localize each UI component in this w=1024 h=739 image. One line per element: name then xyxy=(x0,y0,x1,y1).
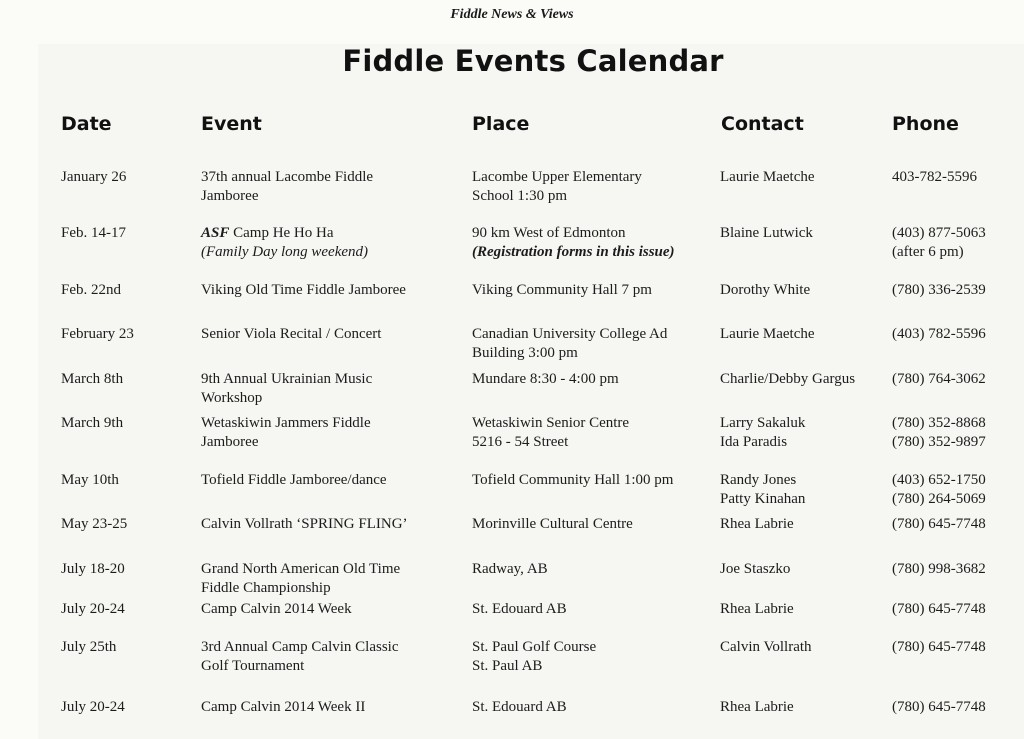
event-place-line: Wetaskiwin Senior Centre xyxy=(472,415,630,431)
event-phone xyxy=(892,168,1012,187)
event-name-line: Golf Tournament xyxy=(201,658,305,674)
event-name-line: Jamboree xyxy=(201,434,259,450)
event-place-line: 5216 - 54 Street xyxy=(472,434,569,450)
event-contact xyxy=(720,471,885,509)
event-row xyxy=(0,560,1024,600)
event-place-line: St. Edouard AB xyxy=(472,601,567,617)
event-phone xyxy=(892,560,1012,579)
event-name xyxy=(201,281,466,300)
event-date: January 26 xyxy=(61,169,127,185)
event-place xyxy=(472,168,717,206)
event-phone-line: 403-782-5596 xyxy=(892,169,977,185)
event-date: May 23-25 xyxy=(61,516,128,532)
event-contact-line: Laurie Maetche xyxy=(720,169,815,185)
event-phone xyxy=(892,698,1012,717)
event-phone-line: (780) 645-7748 xyxy=(892,516,986,532)
event-contact-line: Blaine Lutwick xyxy=(720,225,813,241)
event-contact xyxy=(720,515,885,534)
event-name-line: 9th Annual Ukrainian Music xyxy=(201,371,373,387)
event-name xyxy=(201,370,466,408)
event-name-line: Grand North American Old Time xyxy=(201,561,401,577)
event-name-line: Fiddle Championship xyxy=(201,580,331,596)
event-date: July 18-20 xyxy=(61,561,125,577)
event-contact-line: Larry Sakaluk xyxy=(720,415,806,431)
event-phone xyxy=(892,471,1012,509)
event-row xyxy=(0,325,1024,365)
event-contact xyxy=(720,414,885,452)
event-phone-line: (780) 645-7748 xyxy=(892,639,986,655)
event-name xyxy=(201,600,466,619)
event-phone-line: (780) 645-7748 xyxy=(892,699,986,715)
event-phone xyxy=(892,370,1012,389)
event-place xyxy=(472,414,717,452)
event-phone-line: (780) 998-3682 xyxy=(892,561,986,577)
event-row xyxy=(0,414,1024,454)
event-name-line: Workshop xyxy=(201,390,263,406)
column-header-event: Event xyxy=(201,113,262,135)
event-date: July 20-24 xyxy=(61,699,125,715)
event-name-line xyxy=(201,224,466,243)
event-name xyxy=(201,560,466,598)
event-date: March 8th xyxy=(61,371,124,387)
event-place-line: Radway, AB xyxy=(472,561,548,577)
event-contact xyxy=(720,600,885,619)
event-phone xyxy=(892,414,1012,452)
event-name xyxy=(201,224,466,262)
event-row xyxy=(0,600,1024,640)
event-place-line: St. Paul AB xyxy=(472,658,543,674)
event-contact xyxy=(720,370,885,389)
column-header-place: Place xyxy=(472,113,530,135)
event-name-line: 3rd Annual Camp Calvin Classic xyxy=(201,639,399,655)
event-contact-line: Patty Kinahan xyxy=(720,491,806,507)
event-phone xyxy=(892,600,1012,619)
event-name-line: Wetaskiwin Jammers Fiddle xyxy=(201,415,371,431)
event-name-line: Tofield Fiddle Jamboree/dance xyxy=(201,472,387,488)
event-place xyxy=(472,515,717,534)
event-place xyxy=(472,224,717,262)
event-row xyxy=(0,515,1024,555)
event-contact xyxy=(720,325,885,344)
event-row xyxy=(0,638,1024,678)
event-name xyxy=(201,168,466,206)
event-name-line: Camp Calvin 2014 Week xyxy=(201,601,352,617)
column-header-phone: Phone xyxy=(892,113,959,135)
event-name xyxy=(201,414,466,452)
event-place-line: St. Edouard AB xyxy=(472,699,567,715)
event-place-line: Tofield Community Hall 1:00 pm xyxy=(472,472,674,488)
event-contact xyxy=(720,224,885,243)
event-name-line: Senior Viola Recital / Concert xyxy=(201,326,382,342)
event-place-line: Viking Community Hall 7 pm xyxy=(472,282,652,298)
event-phone xyxy=(892,325,1012,344)
running-head: Fiddle News & Views xyxy=(450,7,574,22)
event-name xyxy=(201,638,466,676)
event-contact-line: Randy Jones xyxy=(720,472,797,488)
event-place xyxy=(472,560,717,579)
event-date: February 23 xyxy=(61,326,134,342)
event-row xyxy=(0,168,1024,208)
event-place xyxy=(472,698,717,717)
event-contact-line: Ida Paradis xyxy=(720,434,788,450)
event-contact-line: Dorothy White xyxy=(720,282,811,298)
event-name xyxy=(201,698,466,717)
event-date: May 10th xyxy=(61,472,119,488)
event-row xyxy=(0,224,1024,264)
event-place xyxy=(472,281,717,300)
event-name xyxy=(201,471,466,490)
event-phone-line: (403) 782-5596 xyxy=(892,326,986,342)
event-contact-line: Rhea Labrie xyxy=(720,699,794,715)
event-phone-line: (780) 352-9897 xyxy=(892,434,986,450)
column-header-contact: Contact xyxy=(721,113,804,135)
asf-prefix: ASF xyxy=(201,225,230,241)
event-name-text: Camp He Ho Ha xyxy=(229,225,334,241)
event-place-line: School 1:30 pm xyxy=(472,188,568,204)
event-contact xyxy=(720,698,885,717)
event-date: July 25th xyxy=(61,639,117,655)
event-name-line: (Family Day long weekend) xyxy=(201,244,369,260)
event-contact-line: Calvin Vollrath xyxy=(720,639,812,655)
event-date: Feb. 14-17 xyxy=(61,225,126,241)
event-place xyxy=(472,325,717,363)
event-phone-line: (780) 336-2539 xyxy=(892,282,986,298)
event-date: Feb. 22nd xyxy=(61,282,121,298)
event-contact xyxy=(720,281,885,300)
event-row xyxy=(0,370,1024,410)
event-contact-line: Rhea Labrie xyxy=(720,601,794,617)
event-contact-line: Charlie/Debby Gargus xyxy=(720,371,856,387)
event-place-line: St. Paul Golf Course xyxy=(472,639,597,655)
event-row xyxy=(0,471,1024,511)
event-phone-line: (780) 645-7748 xyxy=(892,601,986,617)
event-place-line: 90 km West of Edmonton xyxy=(472,225,626,241)
event-contact-line: Laurie Maetche xyxy=(720,326,815,342)
event-contact-line: Joe Staszko xyxy=(720,561,791,577)
event-place-line: Canadian University College Ad xyxy=(472,326,668,342)
event-place xyxy=(472,370,717,389)
event-phone xyxy=(892,638,1012,657)
event-phone-line: (780) 764-3062 xyxy=(892,371,986,387)
event-name-line: Camp Calvin 2014 Week II xyxy=(201,699,366,715)
event-phone xyxy=(892,515,1012,534)
event-place xyxy=(472,638,717,676)
event-place-line: Building 3:00 pm xyxy=(472,345,578,361)
event-place xyxy=(472,471,717,490)
event-phone xyxy=(892,281,1012,300)
event-phone-line: (403) 652-1750 xyxy=(892,472,986,488)
event-contact xyxy=(720,560,885,579)
event-phone-line: (780) 352-8868 xyxy=(892,415,986,431)
event-contact-line: Rhea Labrie xyxy=(720,516,794,532)
event-name-line: 37th annual Lacombe Fiddle xyxy=(201,169,374,185)
event-contact xyxy=(720,168,885,187)
event-name xyxy=(201,515,466,534)
page-title: Fiddle Events Calendar xyxy=(342,44,724,78)
event-phone-line: (after 6 pm) xyxy=(892,244,964,260)
event-phone xyxy=(892,224,1012,262)
event-place-line: Lacombe Upper Elementary xyxy=(472,169,642,185)
event-row xyxy=(0,698,1024,738)
event-place-line: Morinville Cultural Centre xyxy=(472,516,633,532)
event-place-line: (Registration forms in this issue) xyxy=(472,244,675,260)
event-contact xyxy=(720,638,885,657)
event-place-line: Mundare 8:30 - 4:00 pm xyxy=(472,371,619,387)
event-name xyxy=(201,325,466,344)
event-date: July 20-24 xyxy=(61,601,125,617)
event-place xyxy=(472,600,717,619)
event-phone-line: (780) 264-5069 xyxy=(892,491,986,507)
event-name-line: Viking Old Time Fiddle Jamboree xyxy=(201,282,406,298)
event-name-line: Jamboree xyxy=(201,188,259,204)
event-phone-line: (403) 877-5063 xyxy=(892,225,986,241)
event-row xyxy=(0,281,1024,321)
event-name-line: Calvin Vollrath ‘SPRING FLING’ xyxy=(201,516,408,532)
column-header-date: Date xyxy=(61,113,112,135)
event-date: March 9th xyxy=(61,415,124,431)
